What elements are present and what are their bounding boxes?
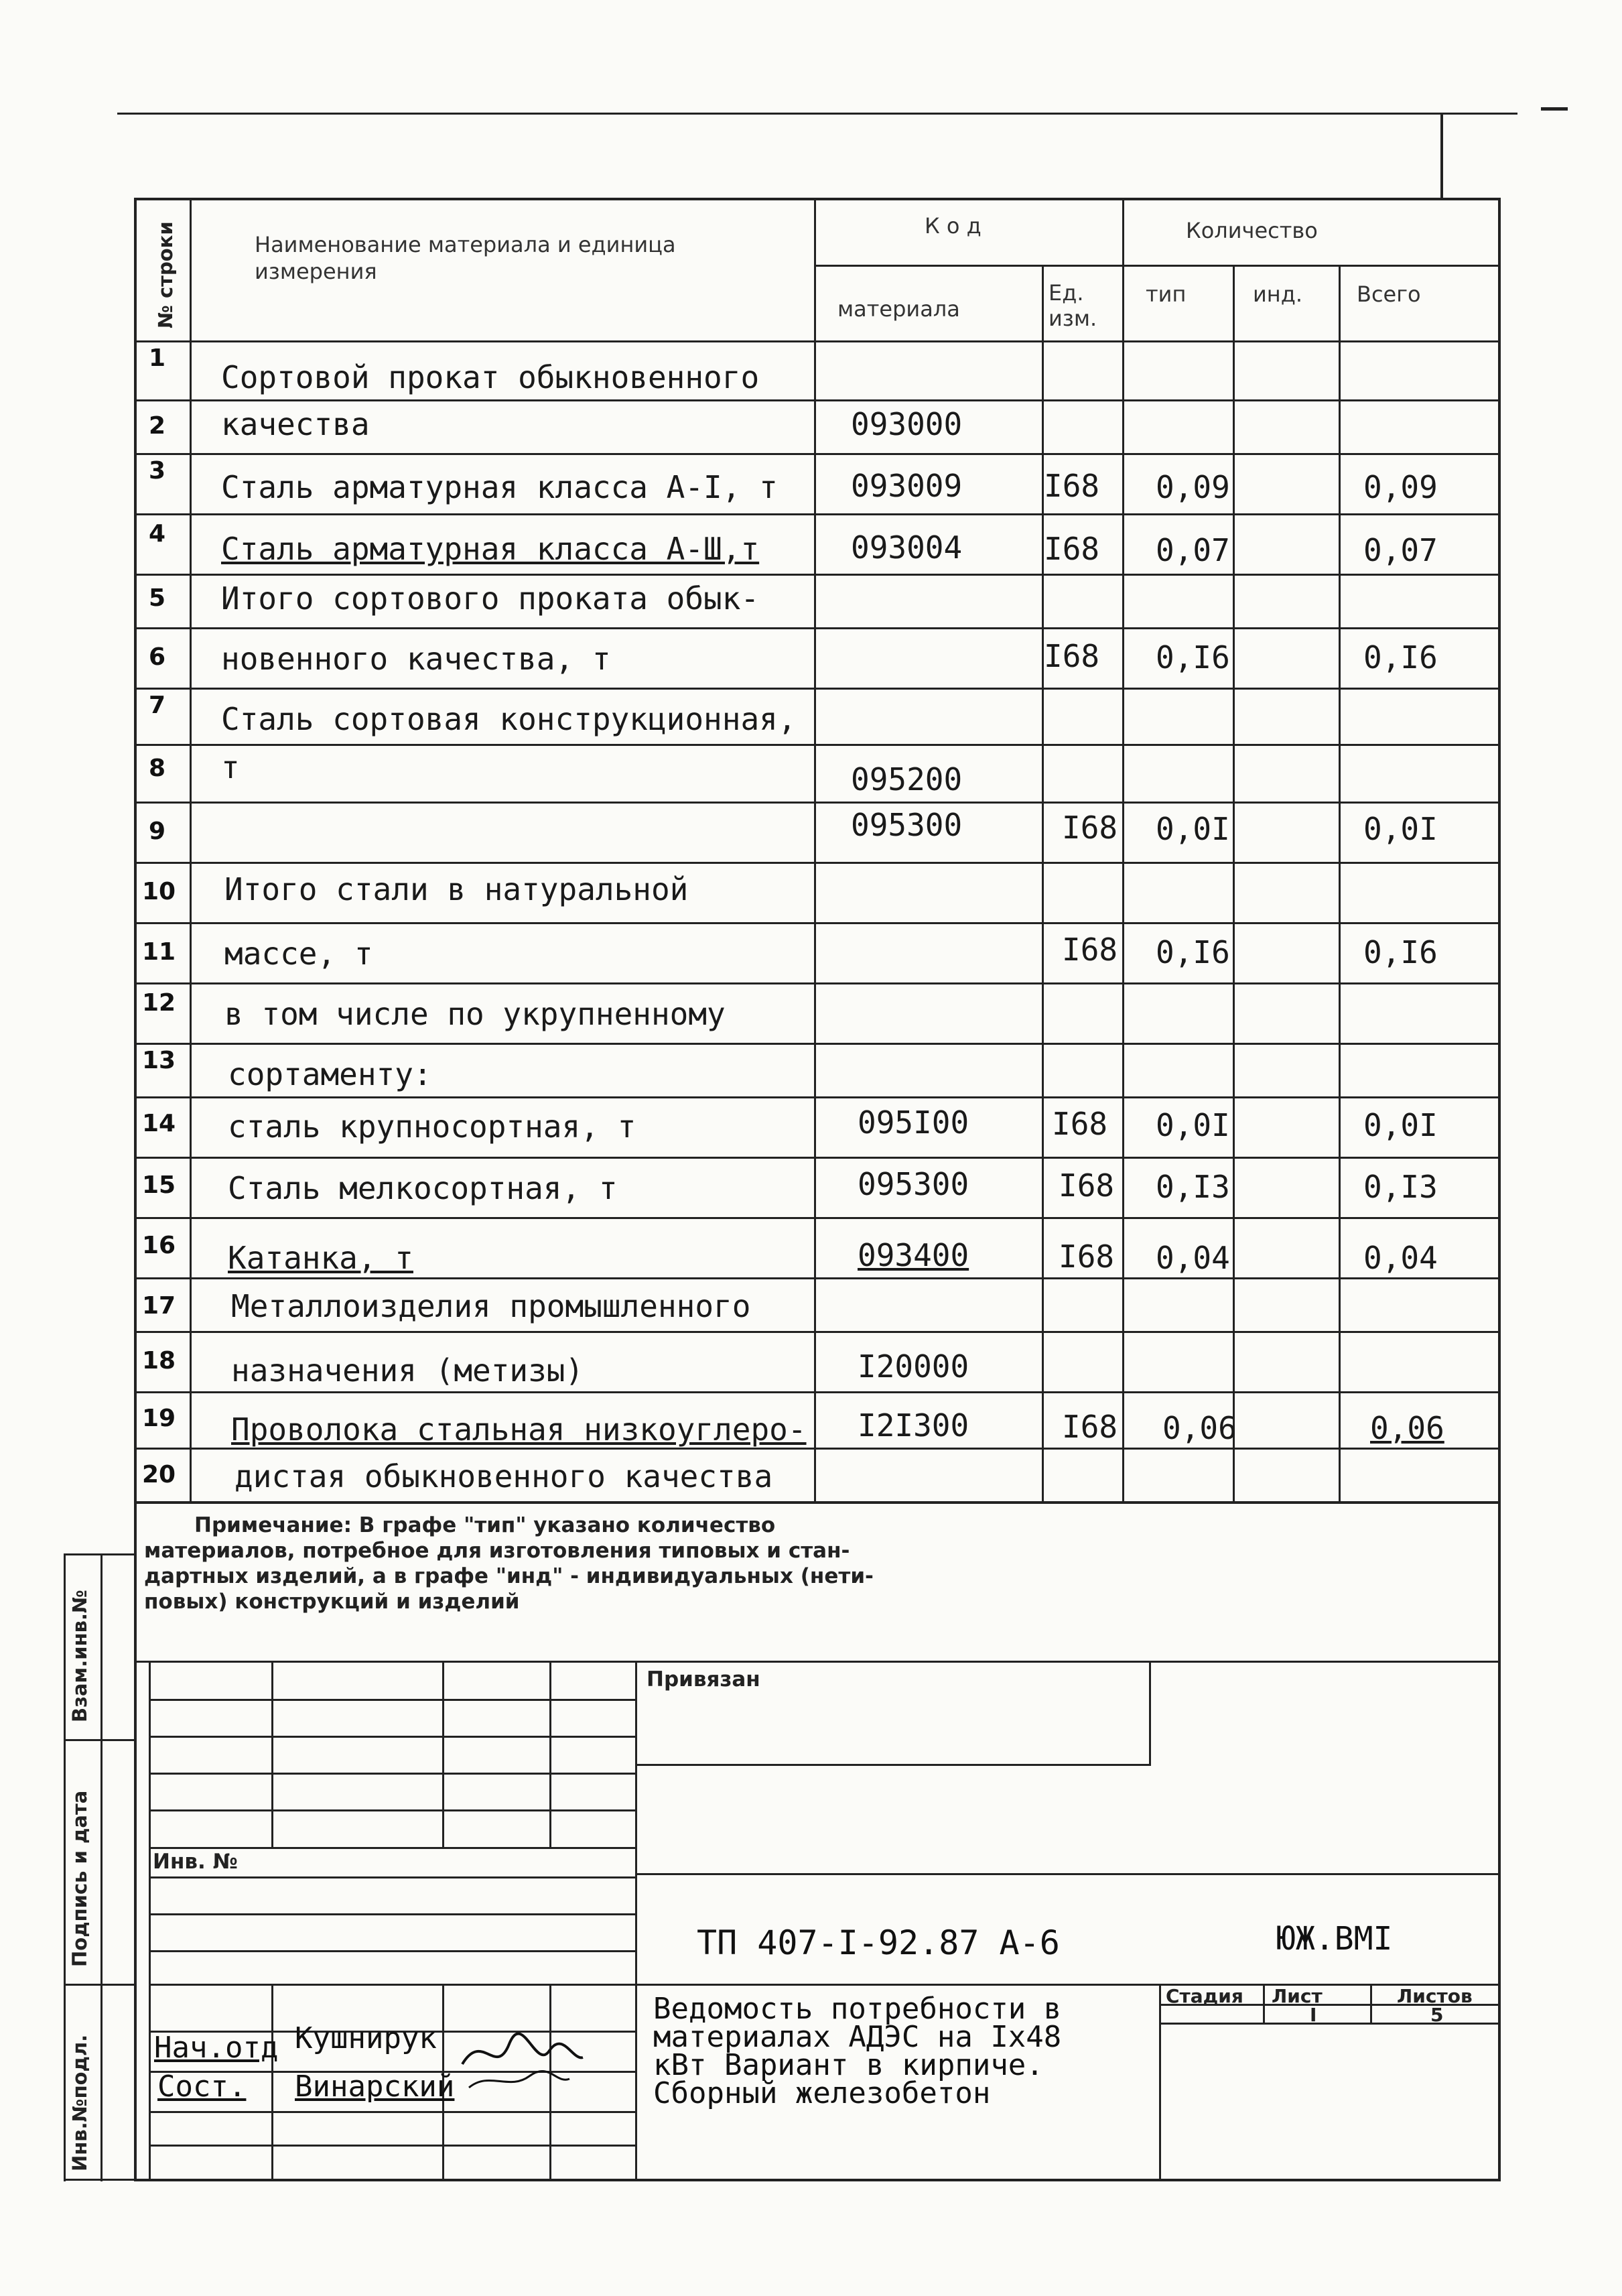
row-name: качества — [221, 406, 370, 442]
signature-date-label: Подпись и дата — [68, 1790, 91, 1967]
footnote-line: Примечание: В графе "тип" указано количество — [194, 1513, 776, 1537]
position-label: Нач.отд — [154, 2031, 279, 2065]
row-total: 0,07 — [1363, 532, 1438, 568]
row-number: 20 — [142, 1461, 176, 1488]
total-header: Всего — [1357, 281, 1421, 307]
row-typ: 0,07 — [1156, 532, 1230, 568]
row-number: 4 — [149, 520, 166, 548]
row-number: 11 — [142, 938, 176, 966]
row-name: Итого стали в натуральной — [224, 871, 689, 907]
row-unit: I68 — [1044, 468, 1100, 504]
row-name: новенного качества, т — [221, 641, 611, 677]
row-number: 15 — [142, 1171, 176, 1199]
top-right-tick — [1541, 107, 1568, 111]
row-total: 0,09 — [1363, 469, 1438, 505]
row-name: т — [221, 749, 240, 785]
row-name: массе, т — [224, 936, 373, 972]
row-total: 0,0I — [1363, 811, 1438, 847]
document-title-line: кВт Вариант в кирпиче. — [653, 2048, 1044, 2082]
row-unit: I68 — [1059, 1167, 1115, 1204]
name-column-header: Наименование материала и единица измерения — [255, 232, 676, 284]
document-code: ТП 407-I-92.87 А-6 — [697, 1923, 1060, 1962]
top-edge-line — [117, 113, 1517, 115]
row-typ: 0,I6 — [1156, 934, 1230, 970]
sheet-value: I — [1310, 2004, 1317, 2026]
quantity-header: Количество — [1186, 218, 1318, 243]
row-number: 8 — [149, 755, 166, 782]
inv-number-label: Инв. № — [153, 1850, 238, 1874]
row-name: Сталь мелкосортная, т — [228, 1170, 618, 1206]
row-total: 0,04 — [1363, 1240, 1438, 1276]
row-name: Сталь арматурная класса А-I, т — [221, 469, 778, 505]
ind-header: инд. — [1253, 281, 1303, 307]
position-label: Сост. — [157, 2069, 247, 2104]
row-typ: 0,0I — [1156, 1107, 1230, 1143]
row-name: Сталь арматурная класса А-Ш,т — [221, 531, 760, 567]
row-name: сталь крупносортная, т — [228, 1108, 636, 1145]
vzam-inv-label: Взам.инв.№ — [68, 1590, 91, 1722]
row-unit: I68 — [1062, 932, 1118, 968]
row-code: 093009 — [851, 468, 963, 504]
row-number: 7 — [149, 692, 166, 719]
row-name: Проволока стальная низкоуглеро- — [231, 1411, 807, 1448]
row-number: 19 — [142, 1405, 176, 1432]
unit-header: Ед. изм. — [1049, 280, 1097, 331]
row-number: 18 — [142, 1347, 176, 1375]
sheet-label: Лист — [1272, 1985, 1323, 2007]
code-header: К о д — [925, 213, 982, 239]
row-number: 12 — [142, 989, 176, 1017]
row-name: Итого сортового проката обык- — [221, 580, 760, 617]
row-number: 13 — [142, 1047, 176, 1074]
row-unit: I68 — [1044, 531, 1100, 567]
top-frame-vertical — [1440, 114, 1443, 198]
sheets-value: 5 — [1430, 2004, 1444, 2026]
row-typ: 0,09 — [1156, 469, 1230, 505]
row-number: 10 — [142, 878, 176, 905]
footnote-line: материалов, потребное для изготовления типовых и стан- — [144, 1539, 850, 1563]
document-title-line: Ведомость потребности в — [653, 1992, 1062, 2026]
row-unit: I68 — [1062, 810, 1118, 846]
typ-header: тип — [1146, 281, 1187, 307]
row-typ: 0,I6 — [1156, 639, 1230, 676]
row-code: 093400 — [858, 1237, 969, 1273]
row-code: I20000 — [858, 1348, 969, 1385]
row-code: I2I300 — [858, 1407, 969, 1444]
row-number: 17 — [142, 1292, 176, 1320]
row-typ: 0,06 — [1162, 1410, 1237, 1446]
row-number: 9 — [149, 818, 166, 845]
row-unit: I68 — [1062, 1409, 1118, 1445]
document-title-line: Сборный железобетон — [653, 2076, 991, 2110]
sheet-code: ЮЖ.ВМI — [1276, 1920, 1393, 1958]
row-total: 0,I6 — [1363, 934, 1438, 970]
inv-original-label: Инв.№подл. — [68, 2034, 91, 2171]
row-typ: 0,0I — [1156, 811, 1230, 847]
row-number: 5 — [149, 584, 166, 612]
row-code: 095300 — [858, 1166, 969, 1202]
row-code: 095200 — [851, 761, 963, 798]
material-code-header: материала — [837, 296, 960, 322]
row-unit: I68 — [1044, 638, 1100, 674]
row-number: 1 — [149, 344, 166, 372]
row-name: дистая обыкновенного качества — [234, 1458, 773, 1494]
footnote-line: дартных изделий, а в графе "инд" - индивидуальных (нети- — [144, 1564, 874, 1588]
row-code: 093004 — [851, 529, 963, 566]
row-number: 6 — [149, 643, 166, 671]
stage-label: Стадия — [1166, 1985, 1243, 2007]
row-code: 093000 — [851, 406, 963, 442]
row-total: 0,0I — [1363, 1107, 1438, 1143]
row-unit: I68 — [1059, 1238, 1115, 1275]
row-number: 2 — [149, 412, 166, 440]
row-unit: I68 — [1052, 1106, 1108, 1142]
row-name: сортаменту: — [228, 1056, 432, 1092]
row-number: 14 — [142, 1110, 176, 1137]
row-name: в том числе по укрупненному — [224, 996, 726, 1032]
row-name: назначения (метизы) — [231, 1352, 584, 1389]
row-name: Сортовой прокат обыкновенного — [221, 359, 760, 395]
sheets-label: Листов — [1397, 1985, 1473, 2007]
person-name: Винарский — [295, 2069, 455, 2104]
row-typ: 0,04 — [1156, 1240, 1230, 1276]
row-number: 16 — [142, 1232, 176, 1259]
row-total: 0,06 — [1370, 1410, 1444, 1446]
row-code: 095I00 — [858, 1104, 969, 1141]
row-total: 0,I6 — [1363, 639, 1438, 676]
row-code: 095300 — [851, 807, 963, 843]
row-number-header: № строки — [154, 221, 177, 328]
row-number: 3 — [149, 457, 166, 485]
signature — [456, 2024, 590, 2098]
document-title-line: материалах АДЭС на Iх48 — [653, 2020, 1062, 2054]
row-name: Сталь сортовая конструкционная, — [221, 701, 797, 737]
row-typ: 0,I3 — [1156, 1169, 1230, 1205]
footnote-line: повых) конструкций и изделий — [144, 1590, 520, 1614]
row-name: Катанка, т — [228, 1240, 413, 1276]
person-name: Кушнирук — [295, 2021, 437, 2055]
privyazan-label: Привязан — [647, 1667, 760, 1692]
row-name: Металлоизделия промышленного — [231, 1288, 751, 1324]
row-total: 0,I3 — [1363, 1169, 1438, 1205]
